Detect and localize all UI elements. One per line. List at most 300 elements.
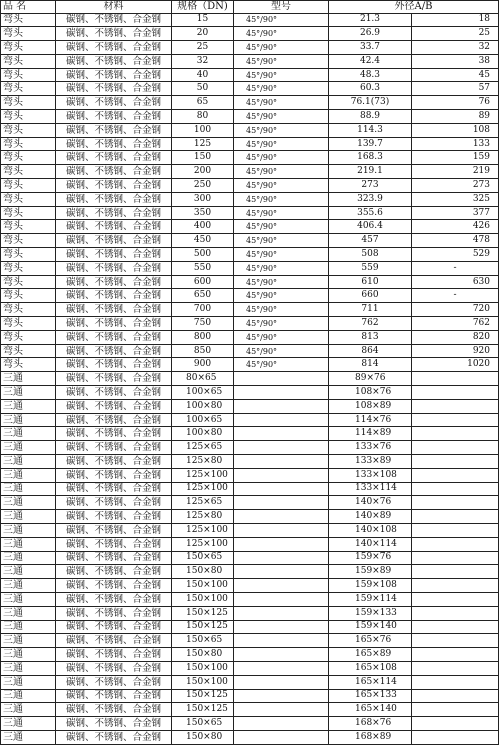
- outer-diameter-a-cell: 762: [329, 317, 412, 331]
- product-name-cell: 弯头: [1, 165, 56, 179]
- outer-diameter-b-cell: [412, 537, 499, 551]
- spec-cell: 750: [172, 317, 234, 331]
- spec-cell: 125×80: [172, 455, 234, 469]
- spec-cell: 400: [172, 220, 234, 234]
- table-row: [1, 54, 499, 68]
- spec-cell: 150×100: [172, 675, 234, 689]
- product-name-cell: 三通: [1, 496, 56, 510]
- material-cell: 碳钢、不锈钢、合金钢: [56, 261, 172, 275]
- product-name-cell: 三通: [1, 468, 56, 482]
- table-row: [1, 303, 499, 317]
- spec-cell: 25: [172, 41, 234, 55]
- material-cell: 碳钢、不锈钢、合金钢: [56, 537, 172, 551]
- model-cell: [234, 675, 329, 689]
- spec-cell: 300: [172, 192, 234, 206]
- outer-diameter-a-cell: 219.1: [329, 165, 412, 179]
- table-row: [1, 717, 499, 731]
- spec-cell: 150×80: [172, 648, 234, 662]
- table-row: [1, 206, 499, 220]
- spec-cell: 100×80: [172, 427, 234, 441]
- product-name-cell: 弯头: [1, 54, 56, 68]
- outer-diameter-a-cell: 610: [329, 275, 412, 289]
- spec-cell: 125×100: [172, 523, 234, 537]
- spec-cell: 125×80: [172, 510, 234, 524]
- outer-diameter-a-cell: 165×133: [329, 689, 412, 703]
- product-name-cell: 弯头: [1, 248, 56, 262]
- product-name-cell: 弯头: [1, 110, 56, 124]
- model-cell: [234, 372, 329, 386]
- outer-diameter-b-cell: 38: [412, 54, 499, 68]
- table-row: [1, 455, 499, 469]
- table-row: [1, 96, 499, 110]
- outer-diameter-b-cell: 89: [412, 110, 499, 124]
- product-name-cell: 弯头: [1, 261, 56, 275]
- header-row: [1, 1, 499, 14]
- spec-cell: 100×65: [172, 386, 234, 400]
- outer-diameter-b-cell: [412, 606, 499, 620]
- outer-diameter-a-cell: 813: [329, 330, 412, 344]
- product-name-cell: 三通: [1, 510, 56, 524]
- product-name-cell: 三通: [1, 675, 56, 689]
- spec-cell: 150×125: [172, 606, 234, 620]
- spec-cell: 150×80: [172, 565, 234, 579]
- table-row: [1, 165, 499, 179]
- outer-diameter-a-cell: 60.3: [329, 82, 412, 96]
- table-row: [1, 427, 499, 441]
- material-cell: 碳钢、不锈钢、合金钢: [56, 427, 172, 441]
- outer-diameter-b-cell: 76: [412, 96, 499, 110]
- table-row: [1, 275, 499, 289]
- outer-diameter-b-cell: 133: [412, 137, 499, 151]
- spec-cell: 600: [172, 275, 234, 289]
- spec-cell: 50: [172, 82, 234, 96]
- model-cell: 45°/90°: [234, 192, 329, 206]
- outer-diameter-a-cell: 273: [329, 179, 412, 193]
- outer-diameter-a-cell: 140×76: [329, 496, 412, 510]
- model-cell: [234, 606, 329, 620]
- material-cell: 碳钢、不锈钢、合金钢: [56, 372, 172, 386]
- product-name-cell: 弯头: [1, 41, 56, 55]
- product-name-cell: 弯头: [1, 275, 56, 289]
- outer-diameter-a-cell: 864: [329, 344, 412, 358]
- product-name-cell: 三通: [1, 523, 56, 537]
- outer-diameter-b-cell: [412, 551, 499, 565]
- product-name-cell: 三通: [1, 730, 56, 744]
- product-name-cell: 三通: [1, 579, 56, 593]
- model-cell: 45°/90°: [234, 68, 329, 82]
- outer-diameter-b-cell: 630: [412, 275, 499, 289]
- spec-cell: 125×65: [172, 441, 234, 455]
- product-name-cell: 三通: [1, 648, 56, 662]
- product-name-cell: 弯头: [1, 289, 56, 303]
- outer-diameter-b-cell: [412, 675, 499, 689]
- spec-cell: 150×125: [172, 620, 234, 634]
- product-name-cell: 弯头: [1, 137, 56, 151]
- product-name-cell: 三通: [1, 482, 56, 496]
- spec-cell: 850: [172, 344, 234, 358]
- model-cell: [234, 427, 329, 441]
- table-row: [1, 496, 499, 510]
- outer-diameter-b-cell: [412, 510, 499, 524]
- product-name-cell: 三通: [1, 455, 56, 469]
- outer-diameter-a-cell: 139.7: [329, 137, 412, 151]
- material-cell: 碳钢、不锈钢、合金钢: [56, 220, 172, 234]
- product-name-cell: 三通: [1, 565, 56, 579]
- spec-cell: 125×100: [172, 482, 234, 496]
- outer-diameter-a-cell: 165×108: [329, 661, 412, 675]
- spec-cell: 900: [172, 358, 234, 372]
- model-cell: 45°/90°: [234, 248, 329, 262]
- outer-diameter-a-cell: 165×76: [329, 634, 412, 648]
- outer-diameter-a-cell: 33.7: [329, 41, 412, 55]
- spec-cell: 650: [172, 289, 234, 303]
- table-row: [1, 330, 499, 344]
- spec-cell: 350: [172, 206, 234, 220]
- table-row: [1, 261, 499, 275]
- material-cell: 碳钢、不锈钢、合金钢: [56, 510, 172, 524]
- outer-diameter-a-cell: 133×108: [329, 468, 412, 482]
- outer-diameter-b-cell: 25: [412, 27, 499, 41]
- product-name-cell: 弯头: [1, 358, 56, 372]
- model-cell: 45°/90°: [234, 358, 329, 372]
- model-cell: [234, 482, 329, 496]
- material-cell: 碳钢、不锈钢、合金钢: [56, 303, 172, 317]
- outer-diameter-a-cell: 814: [329, 358, 412, 372]
- table-row: [1, 537, 499, 551]
- material-cell: 碳钢、不锈钢、合金钢: [56, 455, 172, 469]
- outer-diameter-a-cell: 165×114: [329, 675, 412, 689]
- outer-diameter-a-cell: 21.3: [329, 13, 412, 27]
- outer-diameter-a-cell: 159×114: [329, 592, 412, 606]
- spec-cell: 150×100: [172, 579, 234, 593]
- table-row: [1, 689, 499, 703]
- outer-diameter-b-cell: 108: [412, 123, 499, 137]
- material-cell: 碳钢、不锈钢、合金钢: [56, 137, 172, 151]
- table-row: [1, 468, 499, 482]
- product-name-cell: 弯头: [1, 123, 56, 137]
- header-spec: 规格（DN): [172, 1, 234, 14]
- model-cell: 45°/90°: [234, 13, 329, 27]
- material-cell: 碳钢、不锈钢、合金钢: [56, 551, 172, 565]
- model-cell: 45°/90°: [234, 82, 329, 96]
- table-row: [1, 620, 499, 634]
- material-cell: 碳钢、不锈钢、合金钢: [56, 179, 172, 193]
- model-cell: [234, 620, 329, 634]
- table-row: [1, 675, 499, 689]
- model-cell: 45°/90°: [234, 330, 329, 344]
- outer-diameter-a-cell: 76.1(73): [329, 96, 412, 110]
- model-cell: 45°/90°: [234, 41, 329, 55]
- model-cell: [234, 468, 329, 482]
- header-material: 材料: [56, 1, 172, 14]
- outer-diameter-b-cell: 45: [412, 68, 499, 82]
- outer-diameter-b-cell: 273: [412, 179, 499, 193]
- outer-diameter-b-cell: 32: [412, 41, 499, 55]
- outer-diameter-a-cell: 140×89: [329, 510, 412, 524]
- table-row: [1, 523, 499, 537]
- outer-diameter-b-cell: [412, 399, 499, 413]
- product-name-cell: 弯头: [1, 82, 56, 96]
- material-cell: 碳钢、不锈钢、合金钢: [56, 289, 172, 303]
- outer-diameter-b-cell: [412, 496, 499, 510]
- table-row: [1, 606, 499, 620]
- outer-diameter-a-cell: 711: [329, 303, 412, 317]
- model-cell: 45°/90°: [234, 275, 329, 289]
- model-cell: 45°/90°: [234, 165, 329, 179]
- model-cell: 45°/90°: [234, 289, 329, 303]
- material-cell: 碳钢、不锈钢、合金钢: [56, 620, 172, 634]
- model-cell: 45°/90°: [234, 206, 329, 220]
- material-cell: 碳钢、不锈钢、合金钢: [56, 648, 172, 662]
- table-row: [1, 220, 499, 234]
- product-name-cell: 三通: [1, 399, 56, 413]
- product-name-cell: 弯头: [1, 13, 56, 27]
- outer-diameter-b-cell: [412, 579, 499, 593]
- outer-diameter-b-cell: [412, 413, 499, 427]
- model-cell: [234, 648, 329, 662]
- outer-diameter-b-cell: -: [412, 261, 499, 275]
- model-cell: [234, 386, 329, 400]
- material-cell: 碳钢、不锈钢、合金钢: [56, 54, 172, 68]
- material-cell: 碳钢、不锈钢、合金钢: [56, 330, 172, 344]
- model-cell: 45°/90°: [234, 151, 329, 165]
- table-row: [1, 510, 499, 524]
- outer-diameter-a-cell: 508: [329, 248, 412, 262]
- spec-cell: 125×100: [172, 537, 234, 551]
- material-cell: 碳钢、不锈钢、合金钢: [56, 344, 172, 358]
- product-name-cell: 弯头: [1, 151, 56, 165]
- outer-diameter-b-cell: [412, 592, 499, 606]
- table-row: [1, 289, 499, 303]
- spec-cell: 200: [172, 165, 234, 179]
- product-name-cell: 弯头: [1, 330, 56, 344]
- model-cell: [234, 551, 329, 565]
- product-name-cell: 三通: [1, 372, 56, 386]
- table-row: [1, 27, 499, 41]
- material-cell: 碳钢、不锈钢、合金钢: [56, 68, 172, 82]
- outer-diameter-a-cell: 159×140: [329, 620, 412, 634]
- spec-cell: 700: [172, 303, 234, 317]
- header-outer-diameter: 外径A/B: [329, 1, 499, 14]
- outer-diameter-a-cell: 114.3: [329, 123, 412, 137]
- spec-cell: 550: [172, 261, 234, 275]
- outer-diameter-a-cell: 168.3: [329, 151, 412, 165]
- outer-diameter-b-cell: 377: [412, 206, 499, 220]
- outer-diameter-b-cell: 426: [412, 220, 499, 234]
- outer-diameter-b-cell: [412, 386, 499, 400]
- model-cell: 45°/90°: [234, 179, 329, 193]
- product-name-cell: 三通: [1, 661, 56, 675]
- outer-diameter-b-cell: [412, 372, 499, 386]
- table-row: [1, 234, 499, 248]
- outer-diameter-a-cell: 165×140: [329, 703, 412, 717]
- table-row: [1, 648, 499, 662]
- spec-cell: 150×125: [172, 703, 234, 717]
- table-row: [1, 358, 499, 372]
- outer-diameter-b-cell: 219: [412, 165, 499, 179]
- model-cell: [234, 523, 329, 537]
- spec-cell: 65: [172, 96, 234, 110]
- table-row: [1, 579, 499, 593]
- table-row: [1, 634, 499, 648]
- table-row: [1, 248, 499, 262]
- outer-diameter-b-cell: [412, 620, 499, 634]
- product-name-cell: 三通: [1, 717, 56, 731]
- table-row: [1, 68, 499, 82]
- material-cell: 碳钢、不锈钢、合金钢: [56, 661, 172, 675]
- outer-diameter-a-cell: 159×108: [329, 579, 412, 593]
- product-name-cell: 弯头: [1, 192, 56, 206]
- table-row: [1, 110, 499, 124]
- product-name-cell: 弯头: [1, 96, 56, 110]
- material-cell: 碳钢、不锈钢、合金钢: [56, 234, 172, 248]
- outer-diameter-a-cell: 159×76: [329, 551, 412, 565]
- model-cell: 45°/90°: [234, 344, 329, 358]
- table-row: [1, 703, 499, 717]
- model-cell: [234, 413, 329, 427]
- model-cell: [234, 537, 329, 551]
- model-cell: [234, 441, 329, 455]
- table-row: [1, 151, 499, 165]
- outer-diameter-b-cell: 57: [412, 82, 499, 96]
- spec-cell: 125: [172, 137, 234, 151]
- spec-cell: 80×65: [172, 372, 234, 386]
- outer-diameter-a-cell: 140×108: [329, 523, 412, 537]
- outer-diameter-a-cell: 26.9: [329, 27, 412, 41]
- model-cell: 45°/90°: [234, 234, 329, 248]
- model-cell: [234, 703, 329, 717]
- material-cell: 碳钢、不锈钢、合金钢: [56, 192, 172, 206]
- material-cell: 碳钢、不锈钢、合金钢: [56, 165, 172, 179]
- outer-diameter-a-cell: 108×76: [329, 386, 412, 400]
- model-cell: [234, 399, 329, 413]
- spec-cell: 32: [172, 54, 234, 68]
- material-cell: 碳钢、不锈钢、合金钢: [56, 358, 172, 372]
- outer-diameter-b-cell: [412, 441, 499, 455]
- product-name-cell: 弯头: [1, 317, 56, 331]
- material-cell: 碳钢、不锈钢、合金钢: [56, 634, 172, 648]
- outer-diameter-a-cell: 133×114: [329, 482, 412, 496]
- outer-diameter-b-cell: [412, 703, 499, 717]
- outer-diameter-b-cell: 1020: [412, 358, 499, 372]
- spec-cell: 150×65: [172, 551, 234, 565]
- material-cell: 碳钢、不锈钢、合金钢: [56, 730, 172, 744]
- spec-cell: 150×100: [172, 661, 234, 675]
- outer-diameter-b-cell: 478: [412, 234, 499, 248]
- material-cell: 碳钢、不锈钢、合金钢: [56, 717, 172, 731]
- outer-diameter-b-cell: 325: [412, 192, 499, 206]
- outer-diameter-b-cell: [412, 427, 499, 441]
- spec-cell: 150×100: [172, 592, 234, 606]
- outer-diameter-a-cell: 114×76: [329, 413, 412, 427]
- table-row: [1, 441, 499, 455]
- material-cell: 碳钢、不锈钢、合金钢: [56, 468, 172, 482]
- spec-cell: 80: [172, 110, 234, 124]
- material-cell: 碳钢、不锈钢、合金钢: [56, 275, 172, 289]
- model-cell: 45°/90°: [234, 123, 329, 137]
- product-name-cell: 三通: [1, 537, 56, 551]
- product-name-cell: 三通: [1, 592, 56, 606]
- model-cell: [234, 661, 329, 675]
- outer-diameter-a-cell: 133×89: [329, 455, 412, 469]
- model-cell: 45°/90°: [234, 137, 329, 151]
- outer-diameter-b-cell: [412, 661, 499, 675]
- model-cell: [234, 634, 329, 648]
- material-cell: 碳钢、不锈钢、合金钢: [56, 523, 172, 537]
- outer-diameter-b-cell: [412, 523, 499, 537]
- material-cell: 碳钢、不锈钢、合金钢: [56, 689, 172, 703]
- outer-diameter-a-cell: 48.3: [329, 68, 412, 82]
- spec-cell: 125×100: [172, 468, 234, 482]
- material-cell: 碳钢、不锈钢、合金钢: [56, 123, 172, 137]
- table-row: [1, 551, 499, 565]
- material-cell: 碳钢、不锈钢、合金钢: [56, 41, 172, 55]
- outer-diameter-a-cell: 140×114: [329, 537, 412, 551]
- outer-diameter-a-cell: 406.4: [329, 220, 412, 234]
- model-cell: [234, 689, 329, 703]
- material-cell: 碳钢、不锈钢、合金钢: [56, 13, 172, 27]
- model-cell: [234, 579, 329, 593]
- material-cell: 碳钢、不锈钢、合金钢: [56, 565, 172, 579]
- outer-diameter-b-cell: -: [412, 289, 499, 303]
- outer-diameter-b-cell: 920: [412, 344, 499, 358]
- table-row: [1, 592, 499, 606]
- product-name-cell: 三通: [1, 689, 56, 703]
- product-name-cell: 弯头: [1, 234, 56, 248]
- product-name-cell: 三通: [1, 386, 56, 400]
- model-cell: [234, 496, 329, 510]
- outer-diameter-a-cell: 559: [329, 261, 412, 275]
- outer-diameter-b-cell: [412, 634, 499, 648]
- spec-cell: 125×65: [172, 496, 234, 510]
- spec-cell: 250: [172, 179, 234, 193]
- outer-diameter-b-cell: 159: [412, 151, 499, 165]
- table-row: [1, 565, 499, 579]
- outer-diameter-b-cell: [412, 482, 499, 496]
- outer-diameter-a-cell: 165×89: [329, 648, 412, 662]
- spec-cell: 20: [172, 27, 234, 41]
- model-cell: 45°/90°: [234, 54, 329, 68]
- table-row: [1, 41, 499, 55]
- model-cell: 45°/90°: [234, 27, 329, 41]
- product-name-cell: 弯头: [1, 27, 56, 41]
- material-cell: 碳钢、不锈钢、合金钢: [56, 579, 172, 593]
- outer-diameter-a-cell: 88.9: [329, 110, 412, 124]
- outer-diameter-a-cell: 108×89: [329, 399, 412, 413]
- outer-diameter-a-cell: 133×76: [329, 441, 412, 455]
- model-cell: 45°/90°: [234, 317, 329, 331]
- model-cell: [234, 565, 329, 579]
- spec-cell: 100×65: [172, 413, 234, 427]
- outer-diameter-a-cell: 89×76: [329, 372, 412, 386]
- model-cell: 45°/90°: [234, 303, 329, 317]
- material-cell: 碳钢、不锈钢、合金钢: [56, 482, 172, 496]
- material-cell: 碳钢、不锈钢、合金钢: [56, 110, 172, 124]
- material-cell: 碳钢、不锈钢、合金钢: [56, 151, 172, 165]
- material-cell: 碳钢、不锈钢、合金钢: [56, 399, 172, 413]
- table-row: [1, 413, 499, 427]
- spec-cell: 150: [172, 151, 234, 165]
- outer-diameter-a-cell: 168×76: [329, 717, 412, 731]
- model-cell: [234, 717, 329, 731]
- outer-diameter-a-cell: 159×133: [329, 606, 412, 620]
- spec-cell: 40: [172, 68, 234, 82]
- table-row: [1, 317, 499, 331]
- outer-diameter-a-cell: 457: [329, 234, 412, 248]
- table-row: [1, 192, 499, 206]
- table-row: [1, 372, 499, 386]
- spec-cell: 15: [172, 13, 234, 27]
